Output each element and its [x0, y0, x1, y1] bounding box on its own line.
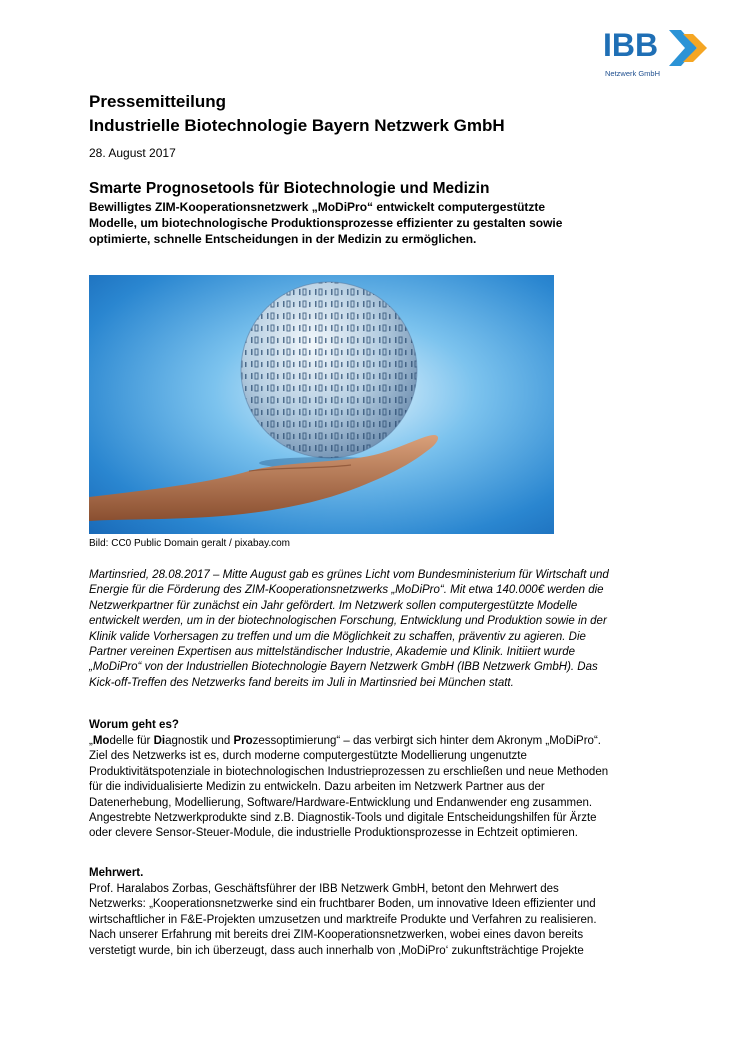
body-line: Angestrebte Netzwerkprodukte sind z.B. Diagnostik-Tools und digitale Entscheidungshilfen für Ärzte [89, 812, 597, 825]
article-headline: Smarte Prognosetools für Biotechnologie und Medizin [89, 180, 490, 197]
intro-line: Partner vereinen Expertisen aus mittelständischer Industrie, Akademie und Klinik. Initiiert wurde [89, 646, 576, 659]
body-line: Netzwerks: „Kooperationsnetzwerke sind ein fruchtbarer Boden, um innovative Ideen effizienter und [89, 898, 596, 911]
page-title-line1: Pressemitteilung [89, 92, 226, 111]
section-mehrwert-body [89, 882, 669, 959]
body-line: Nach unserer Erfahrung mit bereits drei ZIM-Kooperationsnetzwerken, wobei eines davon bereits [89, 929, 584, 942]
intro-line: Martinsried, 28.08.2017 – Mitte August gab es grünes Licht vom Bundesministerium für Wirtschaft und [89, 569, 609, 581]
body-line: oder clevere Sensor-Steuer-Module, die industrielle Produktionsprozesse in Echtzeit optimieren. [89, 827, 578, 840]
lead-line: Bewilligtes ZIM-Kooperationsnetzwerk „MoDiPro“ entwickelt computergestützte [89, 200, 546, 214]
hand-holding-sphere-image [89, 275, 554, 534]
body-line: wirtschaftlicher in F&E-Projekten umzusetzen und marktreife Produkte und Verfahren zu realisieren. [89, 913, 597, 926]
article-photo [89, 275, 554, 534]
logo-subtitle: Netzwerk GmbH [605, 69, 661, 78]
section-heading-mehrwert: Mehrwert. [89, 867, 144, 879]
logo-brand: IBB [603, 27, 659, 63]
acronym-text: „ [89, 735, 93, 747]
intro-line: Kick-off-Treffen des Netzwerks fand bereits im Juli in Martinsried bei München statt. [89, 676, 514, 689]
body-line: Prof. Haralabos Zorbas, Geschäftsführer der IBB Netzwerk GmbH, betont den Mehrwert des [89, 883, 559, 895]
acronym-text: zessoptimierung“ – das verbirgt sich hinter dem Akronym „MoDiPro“. [252, 735, 601, 747]
acronym-bold: Di [153, 735, 166, 747]
acronym-text: agnostik und [165, 735, 234, 747]
image-caption: Bild: CC0 Public Domain geralt / pixabay.com [89, 538, 291, 549]
acronym-line [89, 734, 669, 749]
body-line: verstetigt wurde, bin ich überzeugt, dass auch innerhalb von ‚MoDiPro‘ zukunftsträchtige Projekte [89, 944, 584, 957]
body-line: Ziel des Netzwerks ist es, durch moderne computergestützte Modellierung ungenutzte [89, 750, 527, 763]
lead-line: optimierte, schnelle Entscheidungen in der Medizin zu ermöglichen. [89, 231, 477, 246]
ibb-logo [603, 26, 713, 84]
intro-line: entwickelt werden, um in der biotechnologischen Forschung, Entwicklung und Produktion sowie in der [89, 615, 607, 628]
section-heading-worum: Worum geht es? [89, 719, 179, 731]
body-line: Produktivitätspotenziale in biotechnologischen Industrieprozessen zu erschließen und neue Methoden [89, 765, 609, 778]
intro-line: Energie für die Förderung des ZIM-Kooperationsnetzwerks „MoDiPro“. Mit etwa 140.000€ werden die [89, 584, 604, 597]
acronym-text: delle für [109, 735, 154, 747]
chevron-arrow-icon [667, 28, 711, 68]
intro-line: Klinik valide Vorhersagen zu treffen und um die Möglichkeit zu schaffen, präventiv zu agieren. Die [89, 630, 586, 643]
intro-paragraph [89, 568, 669, 691]
body-line: für die individualisierte Medizin zu entwickeln. Dazu arbeiten im Netzwerk Partner aus der [89, 781, 545, 794]
article-lead [89, 200, 649, 247]
intro-line: Netzwerkpartner für zunächst ein Jahr gefördert. Im Netzwerk sollen computergestützte Modelle [89, 599, 578, 612]
intro-line: „MoDiPro“ von der Industriellen Biotechnologie Bayern Netzwerk GmbH (IBB Netzwerk GmbH). Das [89, 661, 598, 674]
section-worum-body [89, 734, 669, 842]
acronym-bold: Pro [233, 735, 253, 747]
body-line: Datenerhebung, Modellierung, Software/Hardware-Entwicklung und Endanwender eng zusammen. [89, 796, 593, 809]
page-title-line2: Industrielle Biotechnologie Bayern Netzwerk GmbH [89, 116, 505, 135]
release-date: 28. August 2017 [89, 146, 176, 160]
lead-line: Modelle, um biotechnologische Produktionsprozesse effizienter zu gestalten sowie [89, 215, 563, 230]
acronym-bold: Mo [92, 735, 110, 747]
